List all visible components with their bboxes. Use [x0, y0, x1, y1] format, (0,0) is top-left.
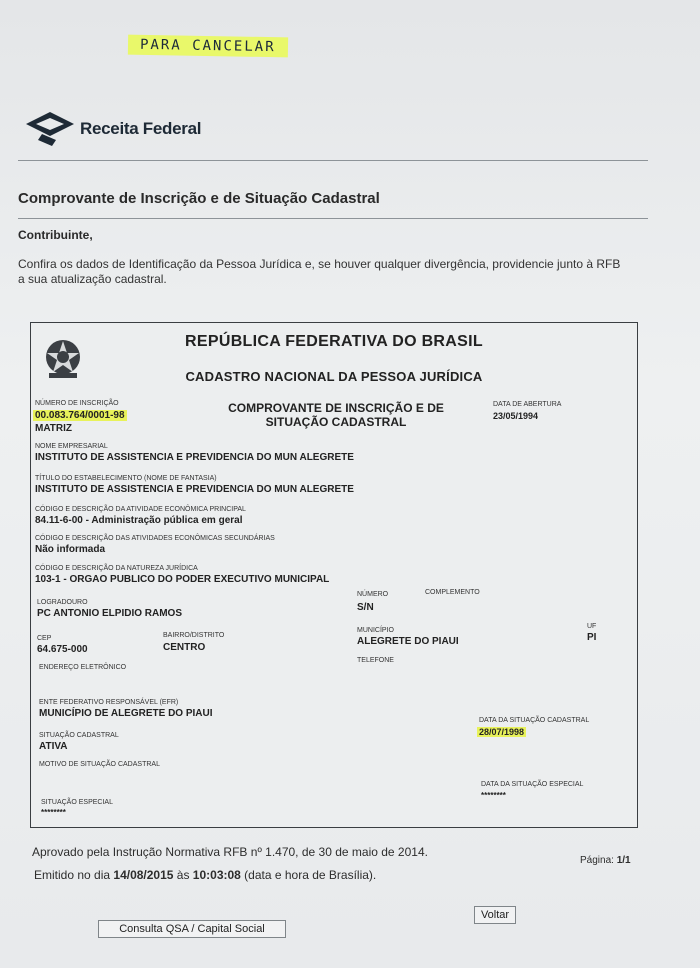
logo-text: Receita Federal — [80, 119, 202, 138]
page-value: 1/1 — [616, 855, 631, 866]
intro-text: Confira os dados de Identificação da Pessoa Jurídica e, se houver qualquer divergência, providencie junto à RFB a sua atualização cadastral. — [18, 257, 621, 286]
field-label: CÓDIGO E DESCRIÇÃO DAS ATIVIDADES ECONÔMICAS SECUNDÁRIAS — [35, 535, 275, 542]
field-label: NÚMERO DE INSCRIÇÃO — [35, 400, 119, 407]
field-label: DATA DE ABERTURA — [493, 401, 562, 408]
field-label: CÓDIGO E DESCRIÇÃO DA ATIVIDADE ECONÔMICA PRINCIPAL — [35, 506, 246, 513]
emission-time: 10:03:08 — [192, 868, 241, 882]
divider — [18, 160, 648, 161]
field-value-nome-empresarial: INSTITUTO DE ASSISTENCIA E PREVIDENCIA DO MUN ALEGRETE — [35, 452, 354, 463]
emission-date: 14/08/2015 — [113, 868, 174, 882]
field-value-bairro: CENTRO — [163, 642, 206, 653]
page-label: Página: — [580, 855, 617, 866]
field-label: DATA DA SITUAÇÃO ESPECIAL — [481, 781, 584, 788]
greeting: Contribuinte, — [18, 228, 93, 242]
field-label: TELEFONE — [357, 657, 394, 664]
emission-prefix: Emitido no dia — [34, 868, 114, 882]
cnpj-card — [30, 322, 638, 828]
field-value-data-abertura: 23/05/1994 — [493, 411, 539, 421]
field-value-numero: S/N — [357, 602, 374, 613]
field-value-natureza-juridica: 103-1 - ORGAO PUBLICO DO PODER EXECUTIVO MUNICIPAL — [35, 574, 330, 585]
field-value-logradouro: PC ANTONIO ELPIDIO RAMOS — [37, 608, 183, 619]
approval-note: Aprovado pela Instrução Normativa RFB nº 1.470, de 30 de maio de 2014. — [32, 845, 428, 859]
field-label: CÓDIGO E DESCRIÇÃO DA NATUREZA JURÍDICA — [35, 565, 198, 572]
cnpj-heading: CADASTRO NACIONAL DA PESSOA JURÍDICA — [185, 369, 483, 384]
field-label: UF — [587, 623, 597, 630]
field-value-situacao-cadastral: ATIVA — [39, 741, 68, 752]
voltar-button[interactable]: Voltar — [474, 906, 516, 924]
divider — [18, 218, 648, 219]
field-value-uf: PI — [587, 632, 597, 643]
field-label: BAIRRO/DISTRITO — [163, 632, 225, 639]
field-label: COMPLEMENTO — [425, 589, 480, 596]
highlighted-value: 00.083.764/0001-98 — [35, 410, 125, 421]
receita-logo-icon — [22, 110, 78, 148]
field-value-data-situacao-especial: ******** — [481, 791, 506, 800]
field-label: DATA DA SITUAÇÃO CADASTRAL — [479, 717, 590, 724]
receita-federal-logo — [22, 110, 201, 148]
field-value-matriz: MATRIZ — [35, 423, 73, 434]
field-value-efr: MUNICÍPIO DE ALEGRETE DO PIAUI — [39, 708, 213, 719]
field-value-cep: 64.675-000 — [37, 644, 88, 655]
page-indicator — [580, 855, 631, 866]
field-label: MUNICÍPIO — [357, 627, 394, 634]
field-value-numero-inscricao — [33, 410, 127, 421]
field-label: MOTIVO DE SITUAÇÃO CADASTRAL — [39, 761, 160, 768]
field-value-titulo: INSTITUTO DE ASSISTENCIA E PREVIDENCIA DO MUN ALEGRETE — [35, 484, 354, 495]
field-label: TÍTULO DO ESTABELECIMENTO (NOME DE FANTASIA) — [35, 475, 217, 482]
field-label: CEP — [37, 635, 52, 642]
consulta-qsa-button[interactable]: Consulta QSA / Capital Social — [98, 920, 286, 938]
highlighted-value: 28/07/1998 — [479, 727, 525, 737]
emission-note — [34, 868, 376, 882]
field-label: ENTE FEDERATIVO RESPONSÁVEL (EFR) — [39, 699, 179, 706]
field-value-situacao-especial: ******** — [41, 808, 66, 817]
field-value-atividade-principal: 84.11-6-00 - Administração pública em geral — [35, 515, 243, 526]
field-label: LOGRADOURO — [37, 599, 88, 606]
republic-heading: REPÚBLICA FEDERATIVA DO BRASIL — [185, 333, 483, 350]
field-label: NOME EMPRESARIAL — [35, 443, 108, 450]
field-value-data-situacao — [477, 727, 526, 737]
emission-suffix: (data e hora de Brasília). — [240, 868, 377, 882]
field-value-atividades-secundarias: Não informada — [35, 544, 106, 555]
page-title: Comprovante de Inscrição e de Situação Cadastral — [18, 190, 380, 207]
field-label: SITUAÇÃO ESPECIAL — [41, 799, 113, 806]
field-label: SITUAÇÃO CADASTRAL — [39, 732, 119, 739]
field-value-municipio: ALEGRETE DO PIAUI — [357, 636, 459, 647]
emission-mid: às — [173, 868, 193, 882]
field-label: NÚMERO — [357, 591, 389, 598]
comprovante-title: COMPROVANTE DE INSCRIÇÃO E DE SITUAÇÃO CADASTRAL — [228, 401, 444, 429]
field-label: ENDEREÇO ELETRÔNICO — [39, 664, 127, 671]
handwritten-note: PARA CANCELAR — [128, 35, 288, 58]
